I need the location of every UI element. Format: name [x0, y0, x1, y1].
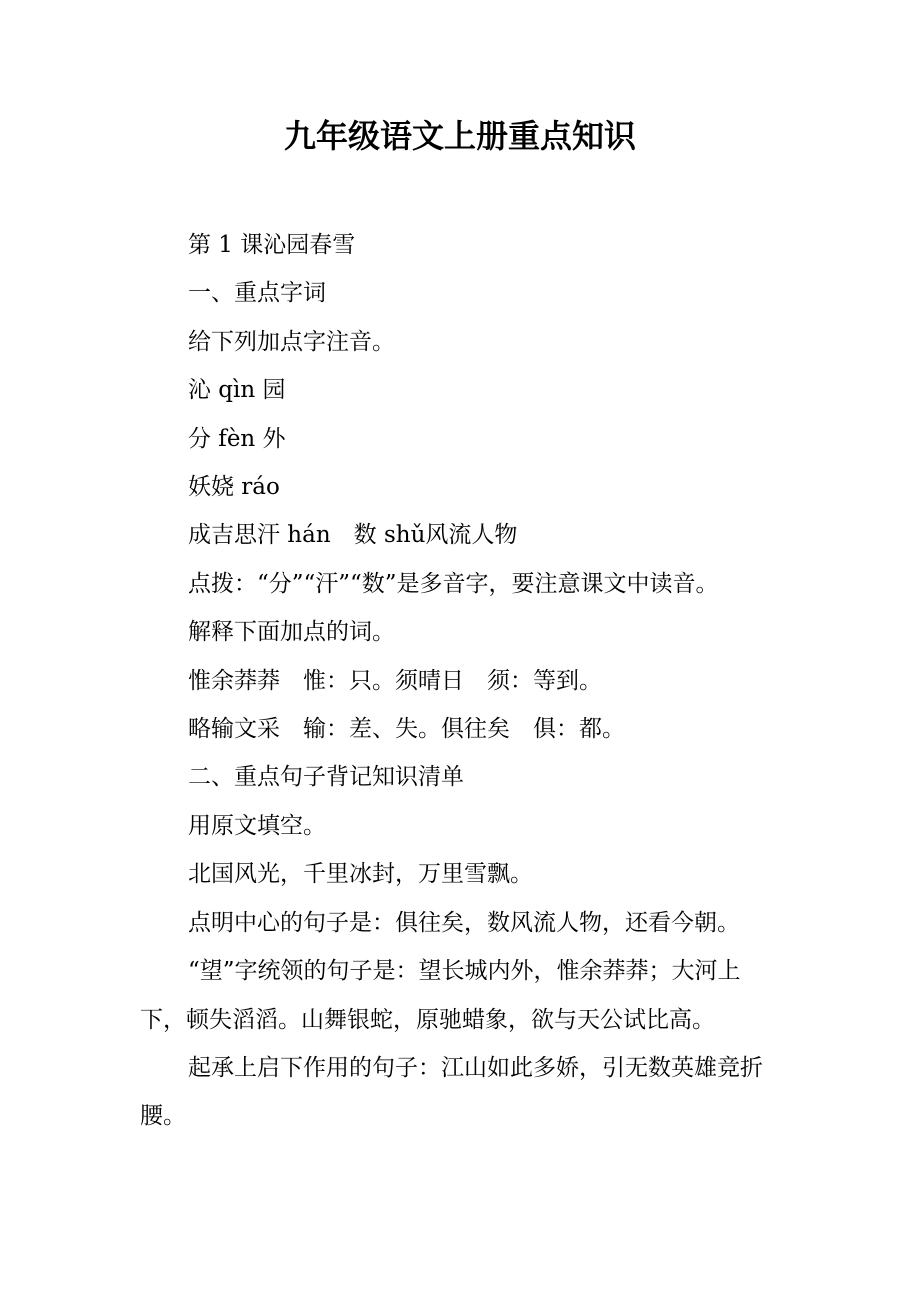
quote-line: 北国风光，千里冰封，万里雪飘。: [188, 861, 533, 888]
transition-sentence: 起承上启下作用的句子：江山如此多娇，引无数英雄竞折腰。: [140, 1054, 763, 1130]
section-heading-key-words: 一、重点字词: [188, 280, 326, 307]
definition-item: 惟余莽莽 惟：只。须晴日 须：等到。: [188, 667, 602, 694]
pinyin-item: 分 fèn 外: [188, 425, 286, 452]
central-sentence: 点明中心的句子是：俱往矣，数风流人物，还看今朝。: [188, 909, 740, 936]
instruction-annotate-pinyin: 给下列加点字注音。: [188, 328, 395, 355]
pinyin-item: 妖娆 ráo: [188, 474, 280, 501]
section-heading-key-sentences: 二、重点句子背记知识清单: [188, 764, 464, 791]
tip-paragraph: 点拨：“分”“汗”“数”是多音字，要注意课文中读音。: [188, 570, 719, 597]
lesson-heading: 第 1 课沁园春雪: [188, 232, 356, 258]
definition-item: 略输文采 输：差、失。俱往矣 俱：都。: [188, 716, 625, 743]
wang-sentences: “望”字统领的句子是：望长城内外，惟余莽莽；大河上下，顿失滔滔。山舞银蛇，原驰蜡象，欲与天公试比高。: [140, 958, 741, 1033]
pinyin-item: 沁 qìn 园: [188, 377, 286, 404]
pinyin-item: 成吉思汗 hán 数 shǔ风流人物: [188, 522, 518, 549]
instruction-fill-blank: 用原文填空。: [188, 812, 326, 839]
page-title: 九年级语文上册重点知识: [283, 117, 636, 155]
instruction-explain-words: 解释下面加点的词。: [188, 619, 395, 646]
document-body: [140, 221, 782, 1141]
